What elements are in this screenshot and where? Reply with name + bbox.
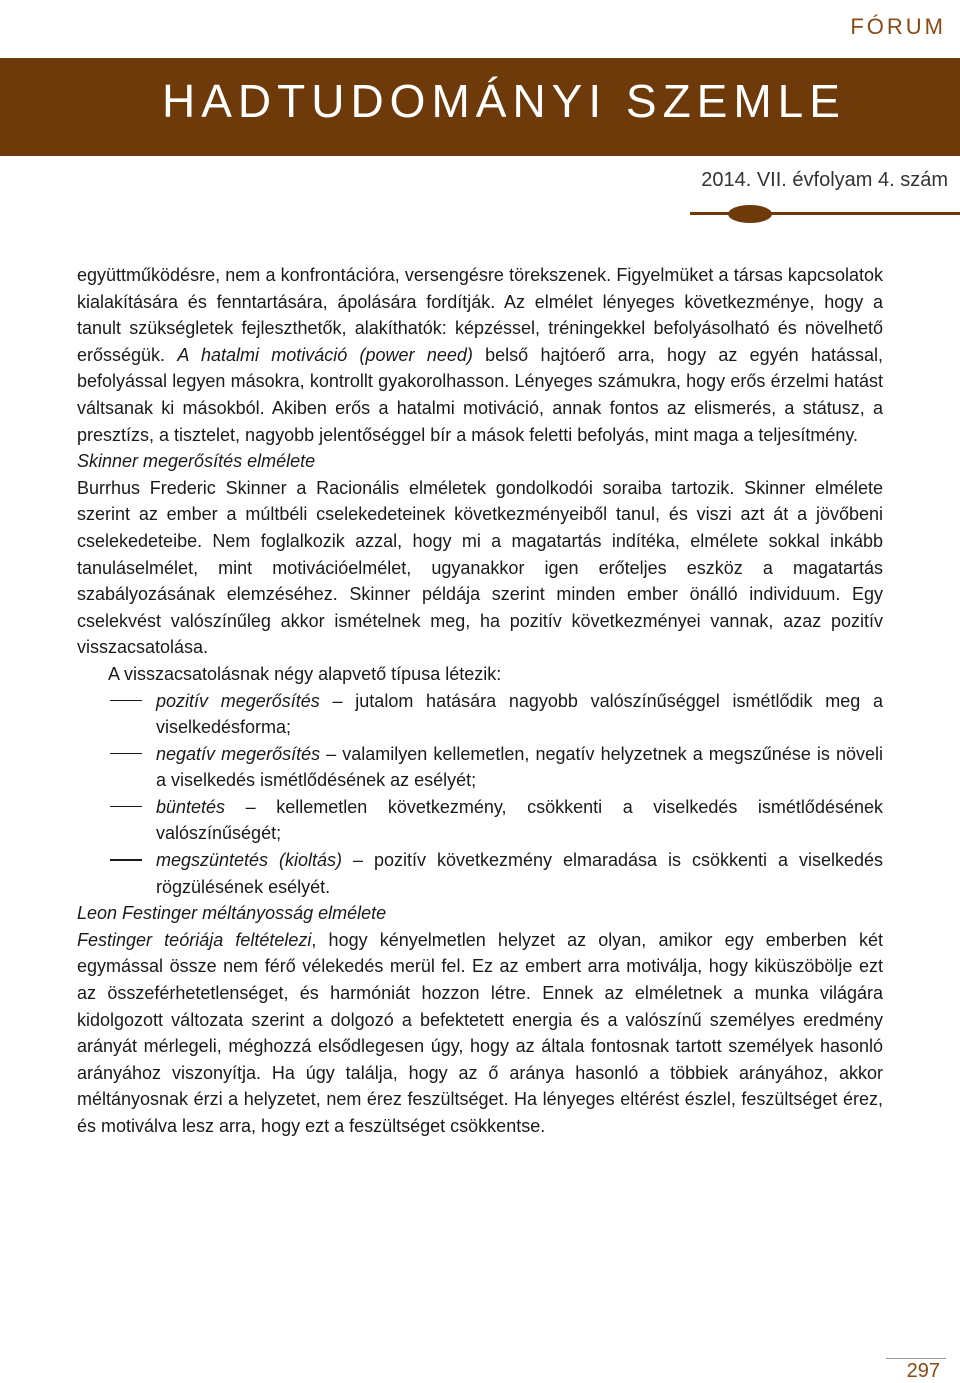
paragraph-4-italic: Festinger teóriája feltételezi bbox=[77, 929, 312, 950]
section-label: FÓRUM bbox=[850, 14, 946, 39]
paragraph-3: A visszacsatolásnak négy alapvető típusa létezik: bbox=[108, 663, 502, 684]
dash-icon bbox=[110, 753, 142, 755]
reinforcement-list bbox=[77, 688, 883, 901]
decorative-oval bbox=[728, 205, 772, 223]
list-item bbox=[77, 794, 883, 847]
list-item bbox=[77, 741, 883, 794]
paragraph-4 bbox=[77, 927, 883, 1140]
paragraph-1-italic: A hatalmi motiváció (power need) bbox=[177, 344, 473, 365]
list-item-term: megszüntetés (kioltás) bbox=[156, 850, 343, 871]
list-item-text: – pozitív következmény elmaradása is csökkenti a viselkedés rögzülésének esélyét. bbox=[156, 850, 883, 897]
list-item bbox=[77, 847, 883, 900]
journal-title: HADTUDOMÁNYI SZEMLE bbox=[162, 75, 846, 127]
issue-info: 2014. VII. évfolyam 4. szám bbox=[701, 169, 948, 191]
list-item bbox=[77, 688, 883, 741]
section-heading-festinger: Leon Festinger méltányosság elmélete bbox=[77, 903, 387, 924]
list-item-term: negatív megerősítés bbox=[156, 743, 321, 764]
paragraph-4-text: , hogy kényelmetlen helyzet az olyan, amikor egy emberben két egymással össze nem férő vélekedés merül fel. Ez az embert arra motiválja, hogy kiküszöbölje ezt az összeférhetetlenséget, és harmóniát hozzon létre. Ennek az elméletnek a munka világára kidolgozott változata szerint a dolgozó a befektetett energia és a valószínű személyes eredmény arányát mérlegeli, méghozzá elsődlegesen úgy, hogy az általa fontosnak tartott személyek hasonló arányához viszonyítja. Ha úgy találja, hogy az ő aránya hasonló a többiek arányához, akkor méltányosnak érzi a helyzetet, nem érez feszültséget. Ha lényeges eltérést észlel, feszültséget érez, és motiválva lesz arra, hogy ezt a feszültséget csökkentse. bbox=[77, 929, 883, 1136]
dash-icon bbox=[110, 859, 142, 861]
page-number: 297 bbox=[906, 1360, 940, 1382]
page-number-rule bbox=[886, 1358, 946, 1359]
dash-icon bbox=[110, 806, 142, 808]
list-item-text: – jutalom hatására nagyobb valószínűséggel ismétlődik meg a viselkedésforma; bbox=[156, 690, 883, 738]
list-item-text: – kellemetlen következmény, csökkenti a viselkedés ismétlődésének valószínűségét; bbox=[156, 796, 883, 844]
paragraph-1-part-a: együttműködésre, nem a konfrontációra, versengésre törekszenek. Figyelmüket a társas kapcsolatok kialakítására és fenntartására, ápolására fordítják. Az elmélet lényeges következménye, hogy a tanult szükségletek fejleszthetők, alakíthatók: képzéssel, tréningekkel befolyásolható és növelhető erősségük. bbox=[77, 265, 883, 365]
list-item-term: pozitív megerősítés bbox=[156, 690, 320, 711]
list-item-term: büntetés bbox=[156, 796, 226, 817]
list-item-text: – valamilyen kellemetlen, negatív helyzetnek a megszűnése is növeli a viselkedés ismétlődésének az esélyét; bbox=[156, 743, 883, 791]
dash-icon bbox=[110, 700, 142, 702]
paragraph-2: Burrhus Frederic Skinner a Racionális elméletek gondolkodói soraiba tartozik. Skinner elmélete szerint az ember a múltbéli cselekedeteinek következményeiből tanul, és viszi azt át a jövőbeni cselekedeteibe. Nem foglalkozik azzal, hogy mi a magatartás indítéka, elmélete sokkal inkább tanuláselmélet, mint motivációelmélet, ugyanakkor igen erőteljes eszköz a magatartás szabályozásának elemzéséhez. Skinner példája szerint minden ember önálló individuum. Egy cselekvést valószínűleg akkor ismételnek meg, ha pozitív következményei vannak, azaz pozitív visszacsatolása. bbox=[77, 477, 883, 658]
paragraph-1 bbox=[77, 262, 883, 448]
article-body bbox=[77, 262, 883, 1140]
top-band bbox=[0, 0, 960, 52]
paragraph-1-part-c: belső hajtóerő arra, hogy az egyén hatással, befolyással legyen másokra, kontrollt gyakorolhasson. Lényeges számukra, hogy erős érzelmi hatást váltsanak ki másokból. Akiben erős a hatalmi motiváció, annak fontos az elismerés, a státusz, a presztízs, a tisztelet, nagyobb jelentőséggel bír a mások feletti befolyás, mint maga a teljesítmény. bbox=[77, 344, 883, 445]
section-heading-skinner: Skinner megerősítés elmélete bbox=[77, 451, 316, 472]
